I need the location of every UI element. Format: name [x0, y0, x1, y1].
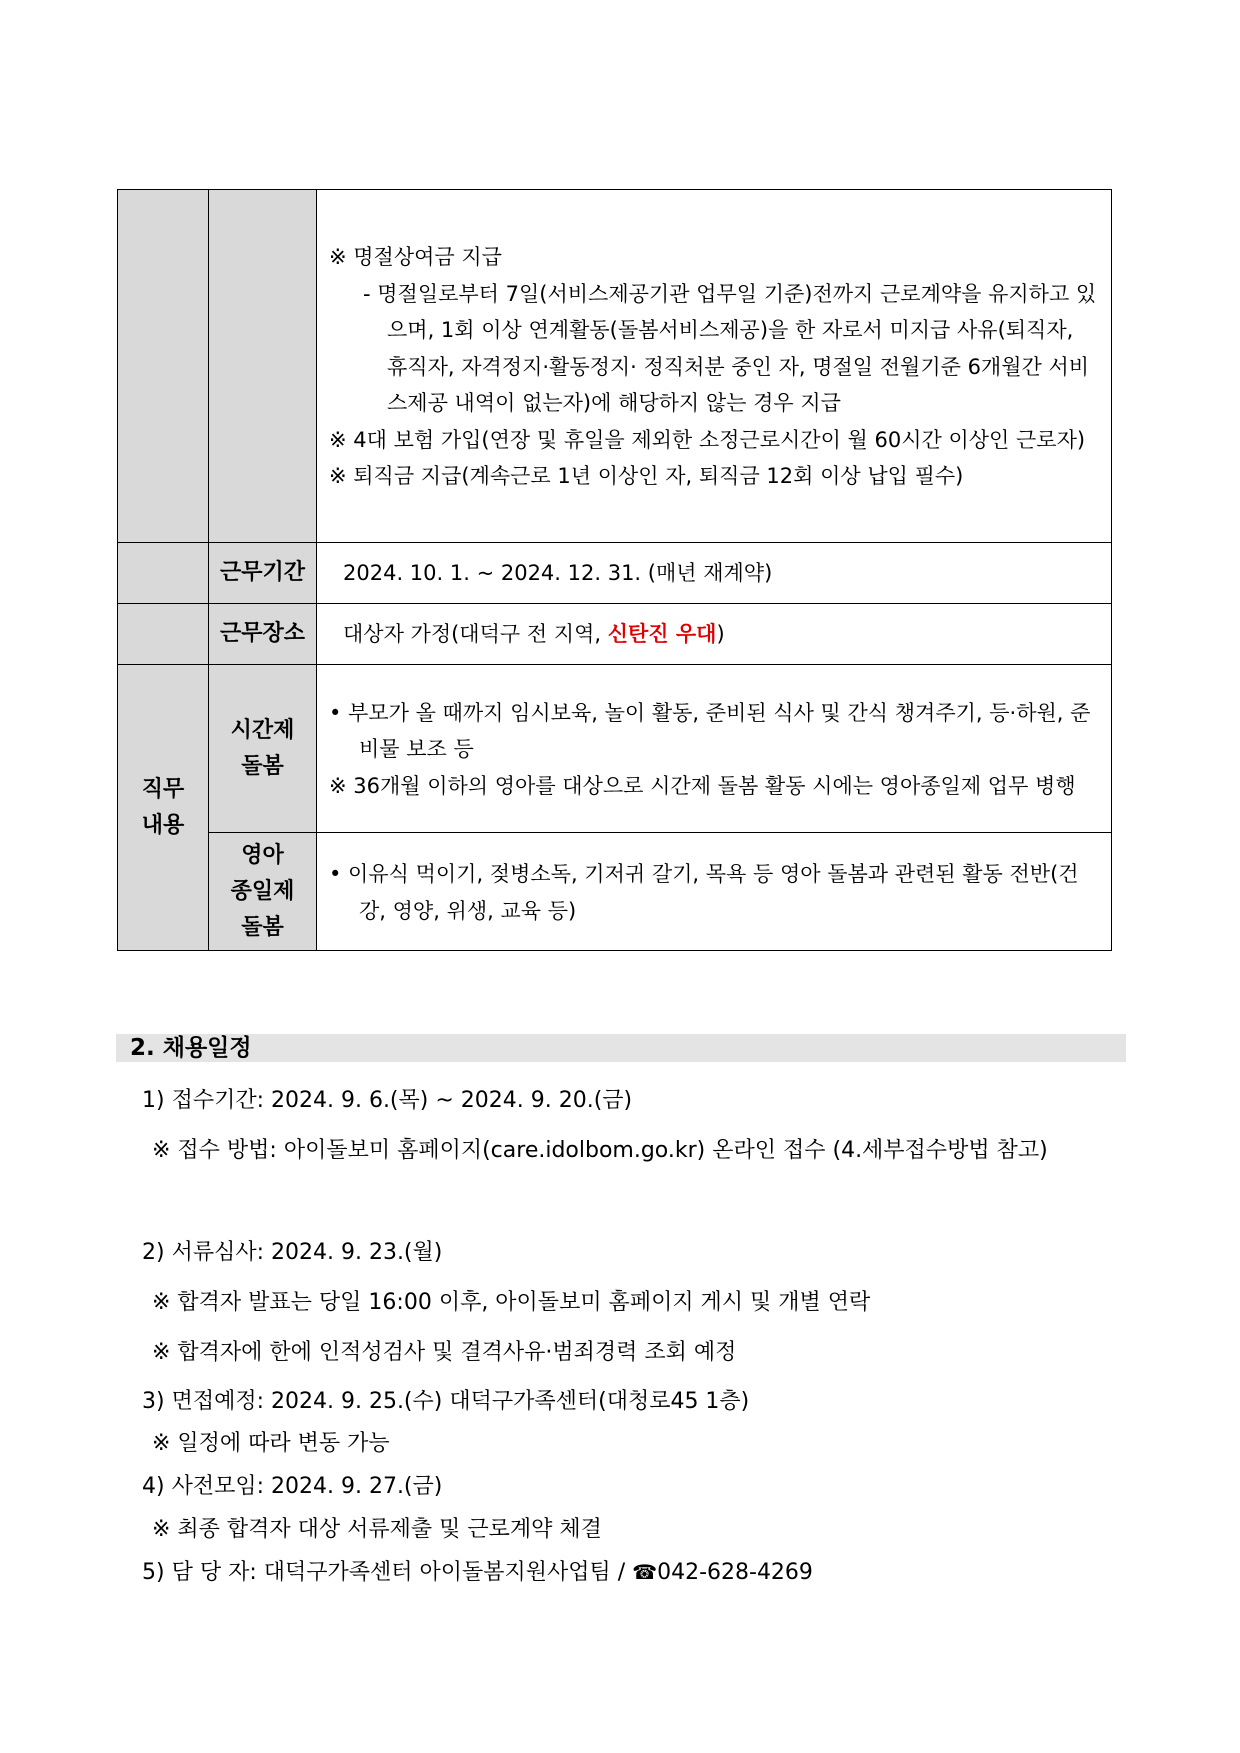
benefits-cell — [317, 190, 1112, 543]
schedule-note: ※ 일정에 따라 변동 가능 — [152, 1431, 390, 1456]
schedule-item: 4) 사전모임: 2024. 9. 27.(금) — [142, 1474, 443, 1499]
contact-text: 5) 담 당 자: 대덕구가족센터 아이돌봄지원사업팀 / — [142, 1560, 633, 1585]
phone-number: 042-628-4269 — [657, 1560, 813, 1585]
section-cell-empty — [118, 543, 209, 604]
phone-icon: ☎ — [632, 1560, 658, 1584]
schedule-note: ※ 합격자 발표는 당일 16:00 이후, 아이돌보미 홈페이지 게시 및 개별 연락 — [152, 1290, 871, 1315]
schedule-item: 1) 접수기간: 2024. 9. 6.(목) ~ 2024. 9. 20.(금) — [142, 1088, 633, 1113]
place-prefix: 대상자 가정(대덕구 전 지역, — [343, 621, 608, 646]
infant-care-content — [317, 833, 1112, 951]
period-value: 2024. 10. 1. ~ 2024. 12. 31. (매년 재계약) — [317, 543, 1112, 604]
section-title: 2. 채용일정 — [116, 1034, 1126, 1062]
schedule-note: ※ 합격자에 한에 인적성검사 및 결격사유·범죄경력 조회 예정 — [152, 1340, 737, 1365]
place-suffix: ) — [716, 621, 725, 646]
place-label: 근무장소 — [209, 604, 317, 665]
benefit-line: ※ 명절상여금 지급 — [329, 245, 502, 270]
infant-item: • 이유식 먹이기, 젖병소독, 기저귀 갈기, 목욕 등 영아 돌봄과 관련된 활동 전반(건강, 영양, 위생, 교육 등) — [329, 862, 1079, 923]
schedule-item: 3) 면접예정: 2024. 9. 25.(수) 대덕구가족센터(대청로45 1층) — [142, 1389, 750, 1414]
hourly-item: • 부모가 올 때까지 임시보육, 놀이 활동, 준비된 식사 및 간식 챙겨주기, 등·하원, 준비물 보조 등 — [329, 700, 1091, 762]
period-label: 근무기간 — [209, 543, 317, 604]
schedule-note: ※ 접수 방법: 아이돌보미 홈페이지(care.idolbom.go.kr) 온라인 접수 (4.세부접수방법 참고) — [152, 1138, 1048, 1163]
benefit-label-cell — [209, 190, 317, 543]
duty-section-label: 직무 내용 — [118, 665, 209, 951]
place-value — [317, 604, 1112, 665]
place-highlight: 신탄진 우대 — [607, 621, 717, 646]
schedule-item: 2) 서류심사: 2024. 9. 23.(월) — [142, 1240, 443, 1265]
benefit-line: ※ 4대 보험 가입(연장 및 휴일을 제외한 소정근로시간이 월 60시간 이상인 근로자) — [329, 427, 1086, 452]
contact-line — [142, 1555, 813, 1586]
schedule-note: ※ 최종 합격자 대상 서류제출 및 근로계약 체결 — [152, 1517, 602, 1542]
job-info-table — [117, 189, 1112, 951]
hourly-item: ※ 36개월 이하의 영아를 대상으로 시간제 돌봄 활동 시에는 영아종일제 업무 병행 — [329, 773, 1076, 798]
hourly-care-label: 시간제 돌봄 — [209, 665, 317, 833]
hourly-care-content — [317, 665, 1112, 833]
section-cell-empty — [118, 190, 209, 543]
infant-care-label: 영아 종일제 돌봄 — [209, 833, 317, 951]
section-cell-empty — [118, 604, 209, 665]
benefit-line: ※ 퇴직금 지급(계속근로 1년 이상인 자, 퇴직금 12회 이상 납입 필수) — [329, 464, 964, 489]
benefit-line: - 명절일로부터 7일(서비스제공기관 업무일 기준)전까지 근로계약을 유지하고 있으며, 1회 이상 연계활동(돌봄서비스제공)을 한 자로서 미지급 사유(퇴직자, 휴직자, 자격정지·활동정지· 정직처분 중인 자, 명절일 전월기준 6개월간 서비스제공 내역이 없는자)에 해당하지 않는 경우 지급 — [363, 281, 1097, 416]
